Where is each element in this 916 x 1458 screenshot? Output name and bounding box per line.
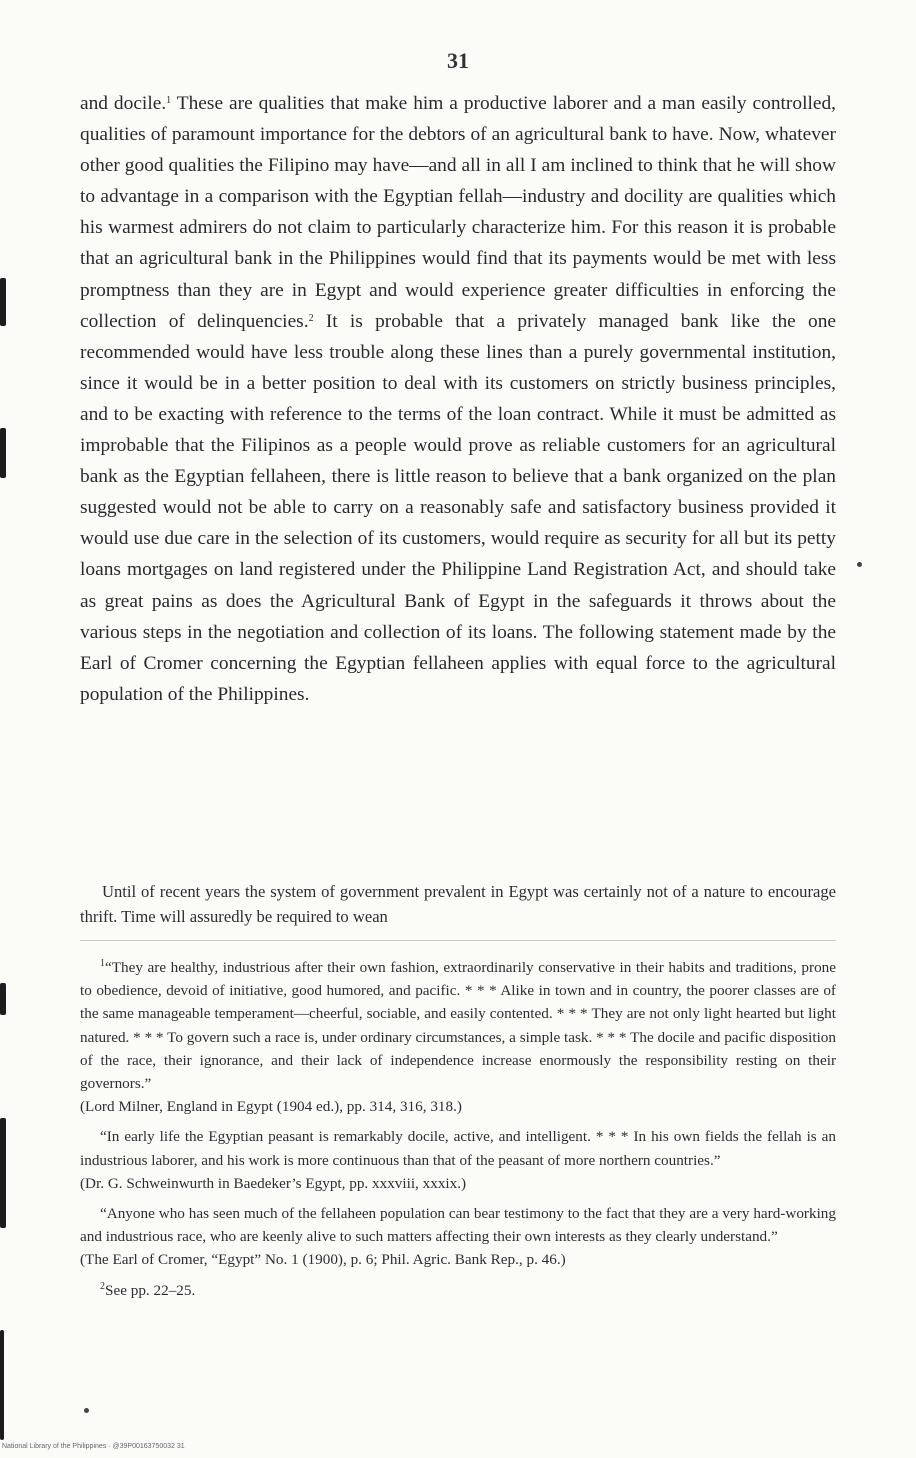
scan-speck (84, 1408, 89, 1413)
library-watermark: National Library of the Philippines · @39P00163750032 31 (2, 1443, 185, 1450)
footnote-reference-1[interactable]: 1 (166, 95, 172, 106)
scan-binding-mark (0, 428, 6, 478)
footnote-1-mark: 1 (100, 958, 105, 969)
footnote-divider (80, 940, 836, 941)
body-text-part-3: It is probable that a privately managed bank like the one recommended would have less trouble along these lines than a purely governmental institution, since it would be in a better position to deal with its customers on strictly business principles, and to be exacting with reference to the terms of the loan contract. While it must be admitted as improbable that the Filipinos as a people would prove as reliable customers for an agricultural bank as the Egyptian fellaheen, there is little reason to believe that a bank organized on the plan suggested would not be able to carry on a reasonably safe and satisfactory business provided it would use due care in the selection of its customers, would require as security for all but its petty loans mortgages on land registered under the Philippine Land Registration Act, and should take as great pains as does the Agricultural Bank of Egypt in the safeguards it throws about the various steps in the negotiation and collection of its loans. The following statement made by the Earl of Cromer concerning the Egyptian fellaheen applies with equal force to the agricultural population of the Philippines. (80, 310, 836, 705)
scan-binding-mark (0, 983, 6, 1015)
scan-binding-mark (0, 1330, 4, 1440)
scan-binding-mark (0, 278, 6, 326)
footnotes (80, 956, 836, 1309)
body-text-part-1: and docile. (80, 93, 167, 114)
footnote-1-citation-2: (Dr. G. Schweinwurth in Baedeker’s Egypt, pp. xxxviii, xxxix.) (80, 1174, 467, 1192)
footnote-2-mark: 2 (100, 1280, 105, 1292)
scan-binding-mark (0, 1118, 6, 1228)
footnote-2 (80, 1279, 836, 1302)
footnote-1-citation-1: (Lord Milner, England in Egypt (1904 ed.), pp. 314, 316, 318.) (80, 1098, 462, 1116)
block-quote-text: Until of recent years the system of government prevalent in Egypt was certainly not of a nature to encourage thrift. Time will assuredly be required to wean (80, 882, 836, 926)
body-text (80, 88, 836, 710)
footnote-1-quote-3: “Anyone who has seen much of the fellaheen population can bear testimony to the fact that they are a very hard-working and industrious race, who are keenly alive to such matters affecting their own interests as they clearly understand.” (80, 1205, 836, 1246)
body-paragraph (80, 88, 836, 710)
footnote-1-quote-1-text: “They are healthy, industrious after their own fashion, extraordinarily conservative in their habits and traditions, prone to obedience, devoid of initiative, good humored, and pacific. * * * Alike in town and in country, the poorer classes are of the same manageable temperament—cheerful, sociable, and easily contented. * * * They are not only light hearted but light natured. * * * To govern such a race is, under ordinary circumstances, a simple task. * * * The docile and pacific disposition of the race, their ignorance, and their lack of independence increase enormously the responsibility resting on their governors.” (80, 959, 836, 1093)
footnote-1-quote-2: “In early life the Egyptian peasant is remarkably docile, active, and intelligent. * * * In his own fields the fellah is an industrious laborer, and his work is more continuous than that of the peasant of more northern countries.” (80, 1128, 836, 1169)
footnote-reference-2[interactable]: 2 (308, 312, 314, 324)
footnote-1-citation-3: (The Earl of Cromer, “Egypt” No. 1 (1900), p. 6; Phil. Agric. Bank Rep., p. 46.) (80, 1251, 566, 1269)
block-quote (80, 880, 836, 929)
page-number: 31 (447, 48, 469, 73)
body-text-part-2: These are qualities that make him a productive laborer and a man easily controlled, qualities of paramount importance for the debtors of an agricultural bank to have. Now, whatever other good qualities the Filipino may have—and all in all I am inclined to think that he will show to advantage in a comparison with the Egyptian fellah—industry and docility are qualities which his warmest admirers do not claim to particularly characterize him. For this reason it is probable that an agricultural bank in the Philippines would find that its payments would be met with less promptness than they are in Egypt and would experience greater difficulties in enforcing the collection of delinquencies. (80, 93, 836, 332)
footnote-2-text: See pp. 22–25. (105, 1281, 196, 1299)
scan-speck (857, 562, 862, 567)
footnote-1-quote-1 (80, 956, 836, 1095)
